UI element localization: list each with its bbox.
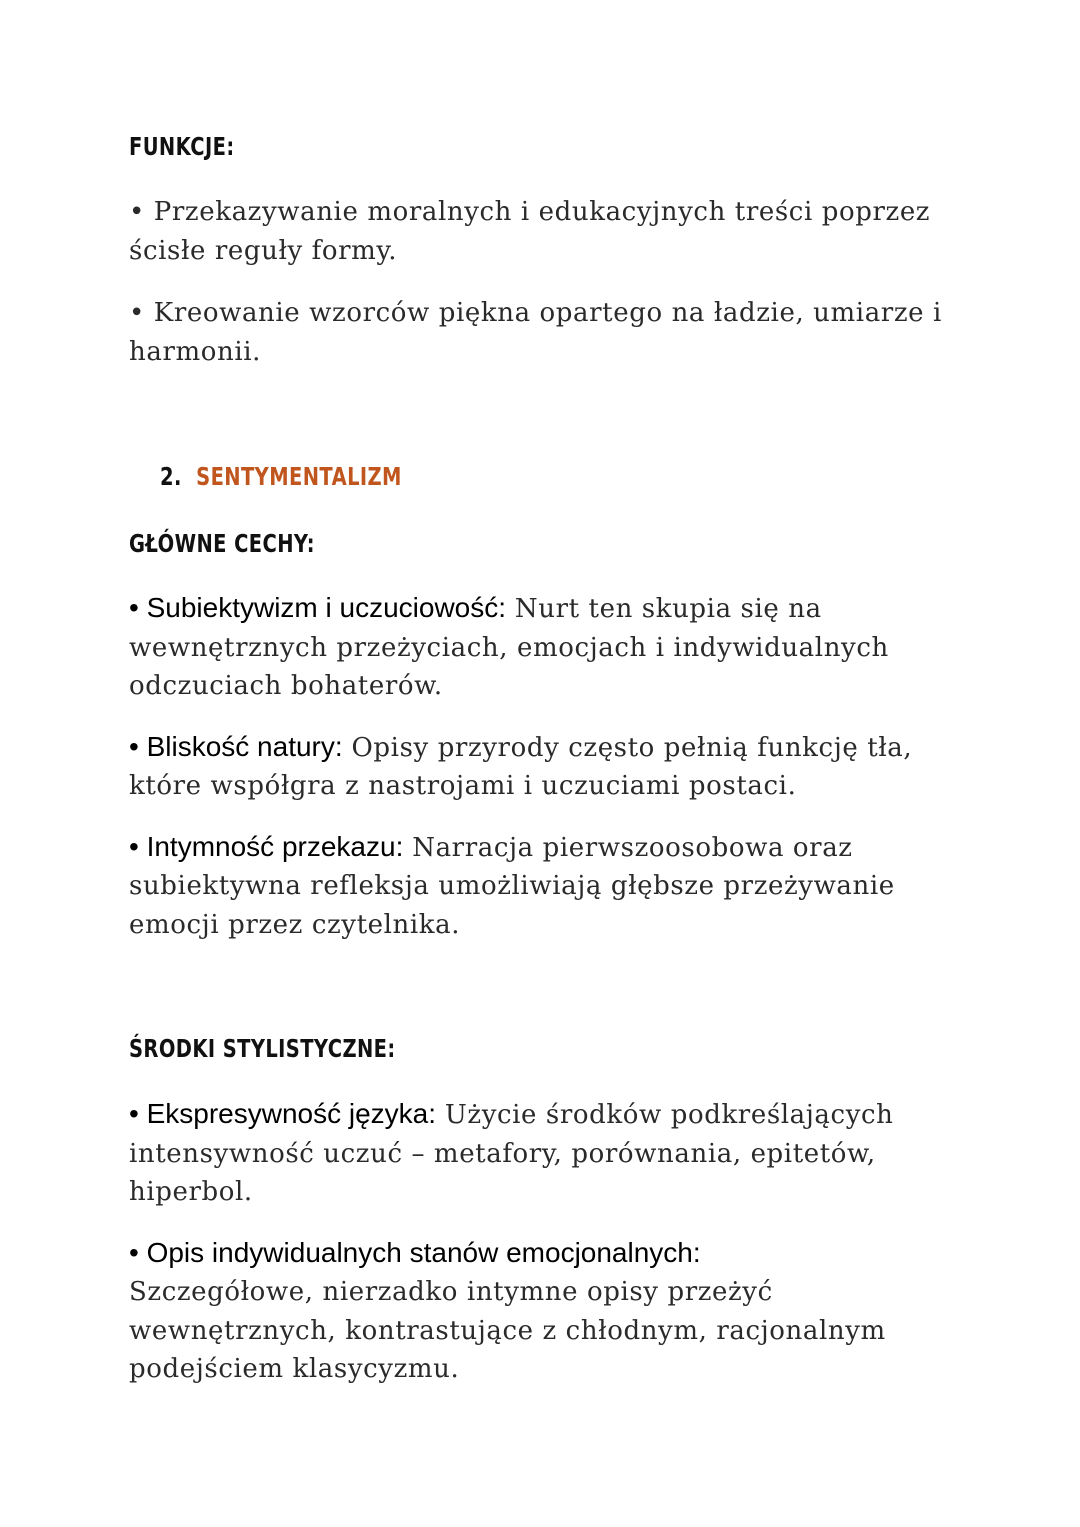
srodki-list <box>129 1095 989 1389</box>
bullet-item <box>129 1095 989 1212</box>
bullet-item <box>129 728 989 806</box>
bullet-line: wewnętrznych, kontrastujące z chłodnym, racjonalnym <box>129 1315 886 1346</box>
bullet-label: • Ekspresywność języka: <box>129 1098 437 1129</box>
bullet-line: ścisłe reguły formy. <box>129 235 398 266</box>
bullet-line: • Przekazywanie moralnych i edukacyjnych treści poprzez <box>129 197 931 227</box>
funkcje-list <box>129 193 989 371</box>
bullet-item <box>129 828 989 945</box>
bullet-line: hiperbol. <box>129 1177 253 1207</box>
bullet-item <box>129 193 989 270</box>
bullet-line: harmonii. <box>129 336 262 367</box>
bullet-label: • Opis indywidualnych stanów emocjonalnych: <box>129 1236 701 1268</box>
bullet-line: • Kreowanie wzorców piękna opartego na ładzie, umiarze i <box>129 298 942 328</box>
bullet-label: • Intymność przekazu: <box>129 830 404 862</box>
bullet-line: • Bliskość natury: Opisy przyrody często pełnią funkcję tła, <box>129 730 913 763</box>
bullet-line: odczuciach bohaterów. <box>129 671 443 701</box>
bullet-item <box>129 589 989 706</box>
bullet-line: • Subiektywizm i uczuciowość: Nurt ten skupia się na <box>129 592 822 624</box>
bullet-line: Szczegółowe, nierzadko intymne opisy przeżyć <box>129 1277 773 1307</box>
section-number: 2. <box>160 462 182 491</box>
bullet-line: emocji przez czytelnika. <box>129 909 461 940</box>
bullet-line: które współgra z nastrojami i uczuciami postaci. <box>129 771 797 801</box>
cechy-list <box>129 589 989 944</box>
bullet-line: • Intymność przekazu: Narracja pierwszoosobowa oraz <box>129 830 853 863</box>
heading-glowne-cechy: GŁÓWNE CECHY: <box>129 529 315 558</box>
bullet-line: • Ekspresywność języka: Użycie środków podkreślających <box>129 1098 894 1130</box>
bullet-line: subiektywna refleksja umożliwiają głębsze przeżywanie <box>129 871 895 901</box>
bullet-line: podejściem klasycyzmu. <box>129 1354 460 1384</box>
section-name: SENTYMENTALIZM <box>196 462 402 491</box>
heading-srodki-stylistyczne: ŚRODKI STYLISTYCZNE: <box>129 1034 396 1063</box>
section-title-sentymentalizm <box>160 462 831 491</box>
bullet-line: wewnętrznych przeżyciach, emocjach i indywidualnych <box>129 632 889 663</box>
bullet-item <box>129 294 989 371</box>
bullet-line <box>129 1234 989 1274</box>
bullet-item <box>129 1234 989 1389</box>
bullet-line: intensywność uczuć – metafory, porównania, epitetów, <box>129 1138 876 1169</box>
heading-funkcje: FUNKCJE: <box>129 132 235 161</box>
bullet-label: • Bliskość natury: <box>129 730 343 762</box>
bullet-label: • Subiektywizm i uczuciowość: <box>129 592 507 623</box>
